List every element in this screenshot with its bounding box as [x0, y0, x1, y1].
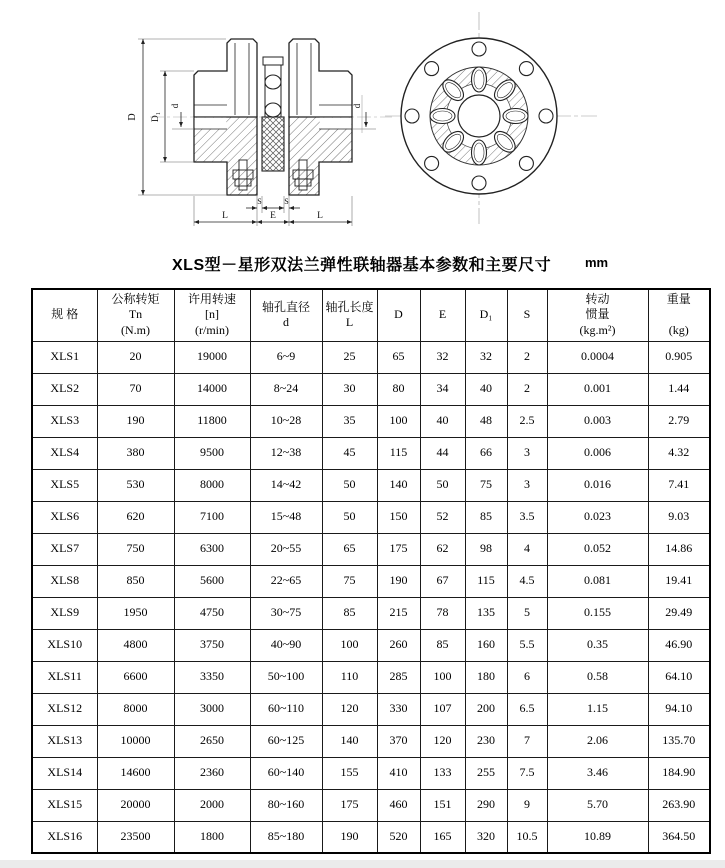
value-cell: 0.35 [547, 629, 648, 661]
value-cell: 29.49 [648, 597, 710, 629]
value-cell: 5.5 [507, 629, 547, 661]
column-header-D: D [377, 289, 420, 341]
value-cell: 850 [97, 565, 174, 597]
value-cell: 85 [465, 501, 507, 533]
dim-label-S-left: S [257, 197, 262, 206]
value-cell: 50 [322, 501, 377, 533]
value-cell: 2.5 [507, 405, 547, 437]
value-cell: 40 [465, 373, 507, 405]
value-cell: 60~110 [250, 693, 322, 725]
value-cell: 1800 [174, 821, 250, 853]
model-cell: XLS3 [32, 405, 97, 437]
coupling-drawing [0, 0, 725, 250]
value-cell: 0.006 [547, 437, 648, 469]
table-row [32, 405, 710, 437]
value-cell: 80~160 [250, 789, 322, 821]
table-row [32, 565, 710, 597]
value-cell: 4800 [97, 629, 174, 661]
spec-table [31, 288, 711, 854]
value-cell: 14.86 [648, 533, 710, 565]
table-row [32, 341, 710, 373]
value-cell: 4750 [174, 597, 250, 629]
value-cell: 364.50 [648, 821, 710, 853]
model-cell: XLS4 [32, 437, 97, 469]
value-cell: 0.001 [547, 373, 648, 405]
value-cell: 6 [507, 661, 547, 693]
value-cell: 165 [420, 821, 465, 853]
value-cell: 115 [377, 437, 420, 469]
value-cell: 50 [322, 469, 377, 501]
column-header-bore_dia: 轴孔直径 d [250, 289, 322, 341]
value-cell: 215 [377, 597, 420, 629]
value-cell: 22~65 [250, 565, 322, 597]
model-cell: XLS15 [32, 789, 97, 821]
value-cell: 263.90 [648, 789, 710, 821]
value-cell: 44 [420, 437, 465, 469]
model-cell: XLS1 [32, 341, 97, 373]
value-cell: 110 [322, 661, 377, 693]
value-cell: 3.5 [507, 501, 547, 533]
value-cell: 50 [420, 469, 465, 501]
value-cell: 380 [97, 437, 174, 469]
value-cell: 80 [377, 373, 420, 405]
value-cell: 3000 [174, 693, 250, 725]
value-cell: 2.06 [547, 725, 648, 757]
value-cell: 190 [377, 565, 420, 597]
value-cell: 5600 [174, 565, 250, 597]
model-cell: XLS10 [32, 629, 97, 661]
value-cell: 14600 [97, 757, 174, 789]
value-cell: 40~90 [250, 629, 322, 661]
value-cell: 370 [377, 725, 420, 757]
dim-label-D: D [127, 113, 138, 121]
value-cell: 7 [507, 725, 547, 757]
value-cell: 1950 [97, 597, 174, 629]
column-header-E: E [420, 289, 465, 341]
value-cell: 100 [420, 661, 465, 693]
value-cell: 151 [420, 789, 465, 821]
value-cell: 19.41 [648, 565, 710, 597]
model-cell: XLS2 [32, 373, 97, 405]
value-cell: 7100 [174, 501, 250, 533]
value-cell: 62 [420, 533, 465, 565]
page-bottom-edge [0, 860, 725, 868]
column-header-torque: 公称转矩 Tn (N.m) [97, 289, 174, 341]
value-cell: 85 [420, 629, 465, 661]
column-header-bore_len: 轴孔长度 L [322, 289, 377, 341]
value-cell: 20 [97, 341, 174, 373]
value-cell: 64.10 [648, 661, 710, 693]
value-cell: 45 [322, 437, 377, 469]
value-cell: 190 [322, 821, 377, 853]
value-cell: 3 [507, 437, 547, 469]
value-cell: 8000 [174, 469, 250, 501]
value-cell: 3750 [174, 629, 250, 661]
value-cell: 25 [322, 341, 377, 373]
model-cell: XLS16 [32, 821, 97, 853]
value-cell: 65 [322, 533, 377, 565]
column-header-D1: D₁ [465, 289, 507, 341]
model-cell: XLS8 [32, 565, 97, 597]
table-row [32, 597, 710, 629]
value-cell: 20000 [97, 789, 174, 821]
value-cell: 155 [322, 757, 377, 789]
value-cell: 60~140 [250, 757, 322, 789]
value-cell: 12~38 [250, 437, 322, 469]
table-row [32, 789, 710, 821]
value-cell: 3350 [174, 661, 250, 693]
value-cell: 4 [507, 533, 547, 565]
value-cell: 2 [507, 341, 547, 373]
value-cell: 30 [322, 373, 377, 405]
table-row [32, 725, 710, 757]
value-cell: 10.89 [547, 821, 648, 853]
value-cell: 140 [322, 725, 377, 757]
dim-label-D1: D₁ [151, 111, 161, 123]
column-header-weight: 重量 (kg) [648, 289, 710, 341]
model-cell: XLS6 [32, 501, 97, 533]
table-row [32, 661, 710, 693]
value-cell: 230 [465, 725, 507, 757]
value-cell: 200 [465, 693, 507, 725]
value-cell: 0.003 [547, 405, 648, 437]
model-cell: XLS7 [32, 533, 97, 565]
dim-label-E: E [270, 211, 276, 221]
value-cell: 2360 [174, 757, 250, 789]
column-header-inertia: 转动 惯量 (kg.m²) [547, 289, 648, 341]
dim-label-d-left: d [170, 103, 180, 109]
page-title: XLS型－星形双法兰弹性联轴器基本参数和主要尺寸 [172, 257, 552, 274]
value-cell: 0.0004 [547, 341, 648, 373]
value-cell: 330 [377, 693, 420, 725]
value-cell: 65 [377, 341, 420, 373]
table-row [32, 821, 710, 853]
value-cell: 100 [322, 629, 377, 661]
value-cell: 75 [465, 469, 507, 501]
value-cell: 10000 [97, 725, 174, 757]
value-cell: 520 [377, 821, 420, 853]
value-cell: 620 [97, 501, 174, 533]
value-cell: 0.905 [648, 341, 710, 373]
table-row [32, 757, 710, 789]
value-cell: 6600 [97, 661, 174, 693]
value-cell: 34 [420, 373, 465, 405]
value-cell: 100 [377, 405, 420, 437]
value-cell: 11800 [174, 405, 250, 437]
value-cell: 184.90 [648, 757, 710, 789]
value-cell: 2000 [174, 789, 250, 821]
column-header-spec: 规 格 [32, 289, 97, 341]
value-cell: 60~125 [250, 725, 322, 757]
value-cell: 750 [97, 533, 174, 565]
value-cell: 20~55 [250, 533, 322, 565]
value-cell: 190 [97, 405, 174, 437]
value-cell: 15~48 [250, 501, 322, 533]
value-cell: 6.5 [507, 693, 547, 725]
value-cell: 255 [465, 757, 507, 789]
side-view-drawing [385, 12, 597, 224]
value-cell: 5 [507, 597, 547, 629]
value-cell: 3.46 [547, 757, 648, 789]
value-cell: 260 [377, 629, 420, 661]
value-cell: 14~42 [250, 469, 322, 501]
table-row [32, 373, 710, 405]
value-cell: 1.44 [648, 373, 710, 405]
table-row [32, 629, 710, 661]
value-cell: 75 [322, 565, 377, 597]
table-row [32, 693, 710, 725]
value-cell: 94.10 [648, 693, 710, 725]
value-cell: 135 [465, 597, 507, 629]
value-cell: 9.03 [648, 501, 710, 533]
value-cell: 8~24 [250, 373, 322, 405]
value-cell: 180 [465, 661, 507, 693]
value-cell: 10~28 [250, 405, 322, 437]
value-cell: 4.5 [507, 565, 547, 597]
value-cell: 52 [420, 501, 465, 533]
dim-label-S-right: S [284, 197, 289, 206]
value-cell: 19000 [174, 341, 250, 373]
value-cell: 0.081 [547, 565, 648, 597]
value-cell: 85~180 [250, 821, 322, 853]
value-cell: 46.90 [648, 629, 710, 661]
value-cell: 6300 [174, 533, 250, 565]
value-cell: 320 [465, 821, 507, 853]
value-cell: 8000 [97, 693, 174, 725]
value-cell: 9 [507, 789, 547, 821]
title-row [0, 250, 725, 288]
value-cell: 70 [97, 373, 174, 405]
value-cell: 2.79 [648, 405, 710, 437]
value-cell: 460 [377, 789, 420, 821]
table-row [32, 469, 710, 501]
model-cell: XLS13 [32, 725, 97, 757]
model-cell: XLS9 [32, 597, 97, 629]
value-cell: 7.5 [507, 757, 547, 789]
model-cell: XLS5 [32, 469, 97, 501]
value-cell: 175 [377, 533, 420, 565]
dim-label-L-right: L [317, 211, 323, 221]
value-cell: 48 [465, 405, 507, 437]
value-cell: 150 [377, 501, 420, 533]
value-cell: 78 [420, 597, 465, 629]
front-view-drawing [127, 39, 392, 226]
value-cell: 50~100 [250, 661, 322, 693]
table-header-row [32, 289, 710, 341]
value-cell: 9500 [174, 437, 250, 469]
value-cell: 1.15 [547, 693, 648, 725]
value-cell: 115 [465, 565, 507, 597]
table-body [32, 341, 710, 853]
value-cell: 14000 [174, 373, 250, 405]
value-cell: 98 [465, 533, 507, 565]
value-cell: 2 [507, 373, 547, 405]
dim-label-L-left: L [222, 211, 228, 221]
unit-label: mm [585, 255, 609, 270]
model-cell: XLS14 [32, 757, 97, 789]
value-cell: 10.5 [507, 821, 547, 853]
dim-label-d-right: d [352, 103, 362, 109]
value-cell: 67 [420, 565, 465, 597]
value-cell: 35 [322, 405, 377, 437]
value-cell: 66 [465, 437, 507, 469]
value-cell: 0.023 [547, 501, 648, 533]
value-cell: 120 [322, 693, 377, 725]
value-cell: 0.58 [547, 661, 648, 693]
column-header-S: S [507, 289, 547, 341]
model-cell: XLS12 [32, 693, 97, 725]
table-row [32, 501, 710, 533]
value-cell: 285 [377, 661, 420, 693]
value-cell: 160 [465, 629, 507, 661]
value-cell: 410 [377, 757, 420, 789]
value-cell: 40 [420, 405, 465, 437]
value-cell: 6~9 [250, 341, 322, 373]
value-cell: 290 [465, 789, 507, 821]
technical-drawing-area [0, 0, 725, 250]
value-cell: 4.32 [648, 437, 710, 469]
value-cell: 135.70 [648, 725, 710, 757]
value-cell: 5.70 [547, 789, 648, 821]
value-cell: 120 [420, 725, 465, 757]
value-cell: 133 [420, 757, 465, 789]
value-cell: 0.155 [547, 597, 648, 629]
value-cell: 175 [322, 789, 377, 821]
value-cell: 30~75 [250, 597, 322, 629]
value-cell: 3 [507, 469, 547, 501]
value-cell: 7.41 [648, 469, 710, 501]
value-cell: 140 [377, 469, 420, 501]
table-row [32, 437, 710, 469]
value-cell: 32 [420, 341, 465, 373]
value-cell: 530 [97, 469, 174, 501]
value-cell: 0.016 [547, 469, 648, 501]
value-cell: 0.052 [547, 533, 648, 565]
value-cell: 32 [465, 341, 507, 373]
value-cell: 85 [322, 597, 377, 629]
column-header-speed: 许用转速 [n] (r/min) [174, 289, 250, 341]
table-row [32, 533, 710, 565]
value-cell: 2650 [174, 725, 250, 757]
value-cell: 107 [420, 693, 465, 725]
value-cell: 23500 [97, 821, 174, 853]
model-cell: XLS11 [32, 661, 97, 693]
